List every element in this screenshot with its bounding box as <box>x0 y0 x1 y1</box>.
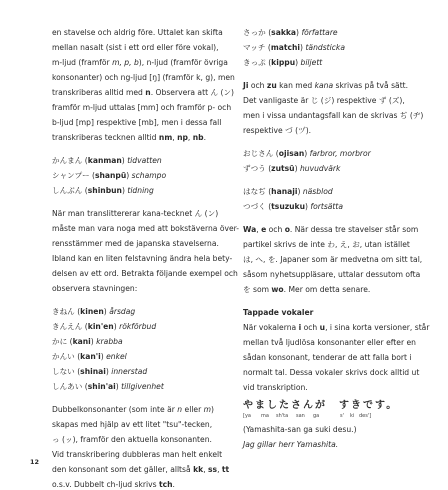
text-segment: innerstad <box>111 367 148 376</box>
text-segment: (Yamashita-san ga suki desu.) <box>243 425 357 434</box>
gloss-syllable: s' <box>340 413 344 419</box>
text-segment: tändsticka <box>305 43 345 52</box>
text-segment: näsblod <box>302 187 333 196</box>
text-segment: transkriberas alltid med <box>52 88 146 97</box>
gloss-syllable: san <box>296 413 305 419</box>
text-line <box>243 111 423 121</box>
text-line <box>52 171 166 181</box>
text-segment: nb <box>192 133 204 142</box>
text-segment: Jag gillar herr Yamashita. <box>243 440 339 449</box>
text-segment: eller <box>182 405 204 414</box>
text-line <box>52 58 228 68</box>
text-segment: ) <box>121 156 128 165</box>
text-segment: つづく ( <box>243 202 272 211</box>
text-segment: såsom nyhetsuppläsare, uttalar dessutom ofta <box>243 270 421 279</box>
text-segment: ) <box>115 382 122 391</box>
text-segment: Tappade vokaler <box>243 308 314 317</box>
text-line <box>52 337 123 347</box>
text-segment: , <box>172 133 178 142</box>
text-line <box>52 269 238 279</box>
text-line <box>52 284 137 294</box>
text-segment: e <box>261 225 267 234</box>
text-segment: ), n-ljud (framför övriga <box>138 58 228 67</box>
text-line <box>243 225 418 235</box>
text-segment: かに ( <box>52 337 73 346</box>
text-line <box>52 450 222 460</box>
text-segment: Vid transkribering dubbleras man helt enkelt <box>52 450 223 459</box>
text-segment: måste man vara noga med att bokstäverna över- <box>52 224 240 233</box>
text-segment: rökförbud <box>119 322 157 331</box>
text-segment: kani <box>72 337 91 346</box>
text-line <box>243 28 338 38</box>
text-segment: ) <box>100 352 107 361</box>
text-segment: ) <box>294 164 300 173</box>
text-segment: np <box>177 133 188 142</box>
text-segment: kanman <box>87 156 122 165</box>
text-segment: och <box>266 225 285 234</box>
text-segment: n <box>145 88 151 97</box>
text-line <box>243 323 429 333</box>
text-segment: ss <box>208 465 218 474</box>
text-segment: かんまん ( <box>52 156 88 165</box>
text-line <box>243 81 408 91</box>
text-line <box>52 103 231 113</box>
text-segment: wo <box>271 285 284 294</box>
gloss-syllable: ki <box>350 413 355 419</box>
text-segment: ) <box>211 405 215 414</box>
text-segment: skapas med hjälp av ett litet "tsu"-tecken, <box>52 420 213 429</box>
text-segment: Ji <box>243 81 249 90</box>
text-segment: きねん ( <box>52 307 81 316</box>
text-segment: matchi <box>270 43 301 52</box>
text-segment: framför m-ljud uttalas [mm] och framför p- och <box>52 103 232 112</box>
text-segment: さっか ( <box>243 28 272 37</box>
text-segment: o.s.v. Dubbelt ch-ljud skrivs <box>52 480 159 489</box>
text-line <box>243 270 420 280</box>
text-segment: . Observera att ん (ン) <box>150 88 234 97</box>
text-segment: nm <box>158 133 173 142</box>
text-segment: sakka <box>271 28 297 37</box>
text-segment: en stavelse och aldrig före. Uttalet kan skifta <box>52 28 223 37</box>
text-segment: skrivas på två sätt. <box>333 81 409 90</box>
text-line <box>52 322 156 332</box>
text-line <box>52 352 127 362</box>
text-segment: , <box>256 225 262 234</box>
text-segment: , <box>217 465 222 474</box>
text-segment: delsen av ett ord. Betrakta följande exempel och <box>52 269 238 278</box>
text-line <box>243 164 340 174</box>
text-line <box>243 126 311 136</box>
text-segment: shinai <box>80 367 106 376</box>
text-segment: はなぢ ( <box>243 187 272 196</box>
text-segment: , <box>187 133 193 142</box>
text-line <box>52 43 219 53</box>
text-segment: m-ljud (framför <box>52 58 113 67</box>
text-segment: Dubbelkonsonanter (som inte är <box>52 405 178 414</box>
text-line <box>243 187 333 197</box>
text-line <box>52 156 162 166</box>
text-segment: m <box>203 405 212 414</box>
text-line <box>243 149 371 159</box>
text-segment: zu <box>266 81 277 90</box>
text-line <box>52 239 219 249</box>
text-segment: ) <box>305 202 311 211</box>
text-segment: ) <box>103 307 110 316</box>
text-segment: tsuzuku <box>271 202 306 211</box>
text-line <box>52 480 175 490</box>
text-segment: ) <box>296 28 302 37</box>
text-line <box>52 186 154 196</box>
text-segment: ) <box>90 337 97 346</box>
text-segment: ) <box>300 43 306 52</box>
text-segment: tidning <box>127 186 154 195</box>
text-segment: n <box>177 405 183 414</box>
text-segment: normalt tal. Dessa vokaler skrivs dock alltid ut <box>243 368 420 377</box>
text-segment: mellan två ljudlösa konsonanter eller efter en <box>243 338 416 347</box>
text-segment: huvudvärk <box>299 164 341 173</box>
gloss-syllable: [ya <box>243 413 251 419</box>
text-segment: När man translittererar kana-tecknet ん (ン) <box>52 209 219 218</box>
text-segment: ) <box>126 171 132 180</box>
text-segment: kippu <box>271 58 296 67</box>
text-line <box>243 202 343 212</box>
text-segment: och <box>301 323 320 332</box>
text-line <box>52 367 147 377</box>
text-line <box>243 353 411 363</box>
text-line <box>52 118 221 128</box>
text-segment: かんい ( <box>52 352 81 361</box>
text-segment: den konsonant som det gäller, alltså <box>52 465 194 474</box>
text-line <box>243 96 405 106</box>
text-line <box>52 382 164 392</box>
text-segment: ) <box>105 367 112 376</box>
text-segment: sådan konsonant, tenderar de att falla bort i <box>243 353 412 362</box>
text-segment: fortsätta <box>310 202 344 211</box>
text-line <box>52 307 135 317</box>
text-segment: は, へ, を. Japaner som är medvetna om sitt tal, <box>243 255 423 264</box>
text-segment: tidvatten <box>127 156 162 165</box>
text-line <box>243 240 410 250</box>
text-line <box>52 465 229 475</box>
text-segment: . När dessa tre stavelser står som <box>289 225 419 234</box>
text-segment: När vokalerna <box>243 323 299 332</box>
text-line <box>52 435 212 445</box>
text-segment: シャンプー ( <box>52 171 95 180</box>
text-line <box>243 58 322 68</box>
text-segment: enkel <box>106 352 127 361</box>
text-segment: respektive づ (ヅ). <box>243 126 312 135</box>
text-segment: . <box>172 480 175 489</box>
text-segment: farbror, morbror <box>309 149 371 158</box>
text-segment: ) <box>297 187 303 196</box>
text-line <box>243 383 308 393</box>
text-segment: kk <box>193 465 204 474</box>
text-segment: ojisan <box>278 149 305 158</box>
text-segment: kan med <box>276 81 315 90</box>
text-segment: ) <box>121 186 128 195</box>
text-segment: shinbun <box>87 186 122 195</box>
text-segment: しない ( <box>52 367 81 376</box>
text-line <box>243 308 313 318</box>
text-segment: zutsū <box>271 164 295 173</box>
text-segment: shin'ai <box>87 382 116 391</box>
text-segment: tillgivenhet <box>121 382 164 391</box>
text-line <box>52 28 223 38</box>
text-segment: rensstämmer med de japanska stavelserna. <box>52 239 219 248</box>
text-segment: ) <box>295 58 301 67</box>
text-segment: författare <box>301 28 338 37</box>
text-line <box>52 254 232 264</box>
text-line <box>52 73 235 83</box>
text-segment: m, p, b <box>112 58 139 67</box>
text-segment: きっぷ ( <box>243 58 272 67</box>
text-segment: Wa <box>243 225 257 234</box>
text-segment: mellan nasalt (sist i ett ord eller före vokal), <box>52 43 219 52</box>
text-line <box>243 425 357 435</box>
gloss-syllable: ma <box>261 413 269 419</box>
text-segment: ずつう ( <box>243 164 272 173</box>
text-line <box>243 255 422 265</box>
text-segment: vid transkription. <box>243 383 308 392</box>
text-segment: schampo <box>131 171 167 180</box>
text-segment: partikel skrivs de inte わ, え, お, utan istället <box>243 240 410 249</box>
text-segment: hanaji <box>271 187 298 196</box>
text-segment: ) <box>304 149 310 158</box>
text-segment: i <box>298 323 302 332</box>
text-line <box>243 285 370 295</box>
text-segment: . <box>203 133 207 142</box>
text-segment: Ibland kan en liten felstavning ändra hela bety- <box>52 254 233 263</box>
text-segment: b-ljud [mp] respektive [mb], men i dessa fall <box>52 118 222 127</box>
text-segment: を som <box>243 285 272 294</box>
page-number: 12 <box>30 458 40 466</box>
text-line <box>243 440 338 450</box>
text-line <box>243 43 345 53</box>
text-segment: Det vanligaste är じ (ジ) respektive ず (ズ), <box>243 96 405 105</box>
text-line <box>52 209 218 219</box>
text-segment: shanpū <box>94 171 127 180</box>
text-segment: men i vissa undantagsfall kan de skrivas ぢ (ヂ) <box>243 111 424 120</box>
text-line <box>52 405 214 415</box>
text-segment: tt <box>221 465 230 474</box>
text-segment: kinen <box>80 307 104 316</box>
text-segment: おじさん ( <box>243 149 279 158</box>
text-segment: kan'i <box>80 352 101 361</box>
text-line <box>52 88 234 98</box>
text-segment: observera stavningen: <box>52 284 138 293</box>
text-segment: transkriberas tecknen alltid <box>52 133 159 142</box>
text-segment: しんぶん ( <box>52 186 88 195</box>
text-segment: kana <box>314 81 334 90</box>
text-segment: っ (ッ), framför den aktuella konsonanten. <box>52 435 212 444</box>
text-segment: u <box>319 323 326 332</box>
text-segment: krabba <box>96 337 123 346</box>
text-line <box>243 368 419 378</box>
text-segment: きんえん ( <box>52 322 88 331</box>
text-segment: biljett <box>300 58 323 67</box>
text-segment: konsonanter) och ng-ljud [ŋ] (framför k, g), men <box>52 73 235 82</box>
text-segment: o <box>284 225 290 234</box>
text-line <box>243 338 416 348</box>
text-segment: , <box>203 465 209 474</box>
text-segment: , i sina korta versioner, står <box>325 323 430 332</box>
gloss-syllable: des'] <box>359 413 372 419</box>
example-sentence-japanese: やましたさんが すきです。 <box>243 400 399 411</box>
text-segment: マッチ ( <box>243 43 271 52</box>
text-segment: ) <box>113 322 120 331</box>
gloss-syllable: sh'ta <box>276 413 289 419</box>
text-line <box>52 420 212 430</box>
gloss-syllable: ga <box>313 413 320 419</box>
text-segment: och <box>248 81 267 90</box>
text-segment: tch <box>158 480 173 489</box>
text-segment: . Mer om detta senare. <box>283 285 371 294</box>
text-segment: しんあい ( <box>52 382 88 391</box>
text-line <box>52 133 206 143</box>
text-segment: kin'en <box>87 322 114 331</box>
text-line <box>52 224 239 234</box>
text-segment: årsdag <box>109 307 136 316</box>
